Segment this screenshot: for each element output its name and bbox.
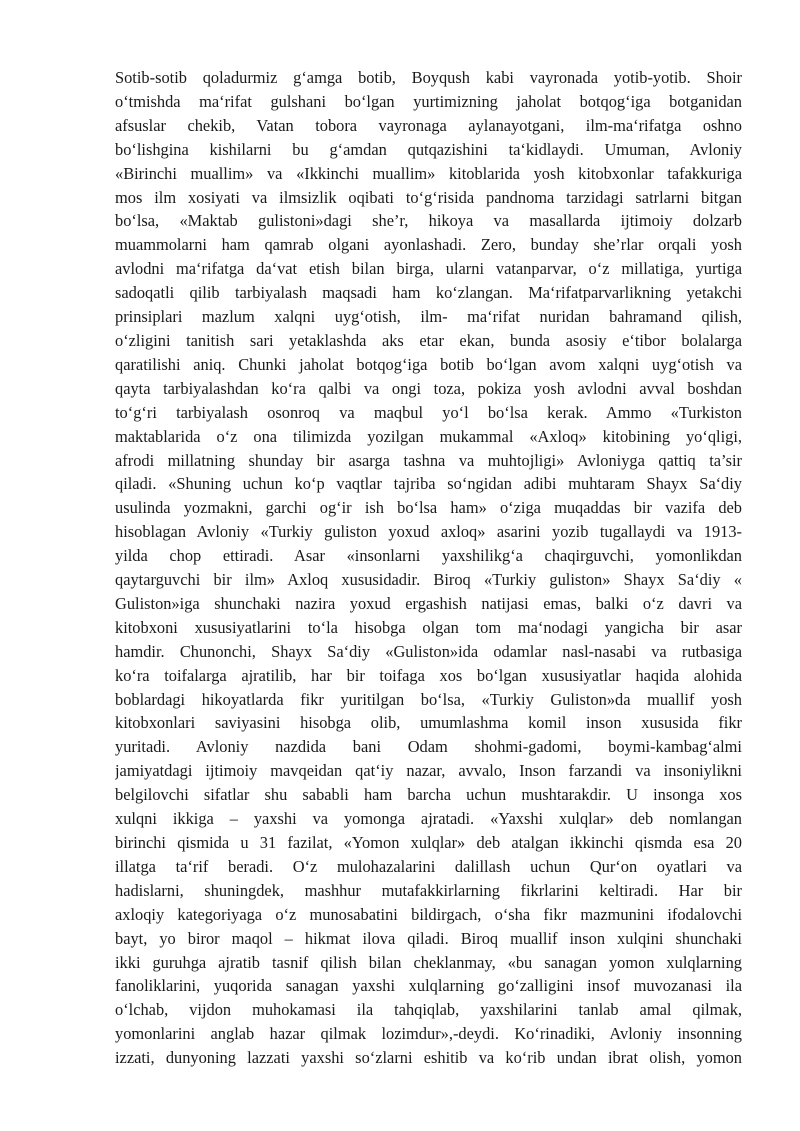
- text-line: hadislarni, shuningdek, mashhur mutafakkirlarning fikrlarini keltiradi. Har bir: [115, 880, 742, 900]
- text-line: hisoblagan Avloniy «Turkiy guliston yoxud axloq» asarini yozib tugallaydi va 1913-: [115, 522, 742, 542]
- document-page: [115, 66, 742, 1070]
- text-line: o‘tmishda ma‘rifat gulshani bo‘lgan yurtimizning jaholat botqog‘iga botganidan: [115, 91, 742, 111]
- text-line: belgilovchi sifatlar shu sababli ham barcha uchun mushtarakdir. U insonga xos: [115, 785, 742, 805]
- text-line: avlodni ma‘rifatga da‘vat etish bilan birga, ularni vatanparvar, o‘z millatiga, yurtiga: [115, 259, 742, 279]
- body-paragraph: [115, 66, 742, 1070]
- text-line: kitobxonlari saviyasini hisobga olib, umumlashma komil inson xususida fikr: [115, 713, 742, 733]
- text-line: yuritadi. Avloniy nazdida bani Odam shohmi-gadomi, boymi-kambag‘almi: [115, 737, 742, 757]
- text-line: qaratilishi aniq. Chunki jaholat botqog‘iga botib bo‘lgan avom xalqni uyg‘otish va: [115, 354, 742, 374]
- text-line: qaytarguvchi bir ilm» Axloq xususidadir. Biroq «Turkiy guliston» Shayx Sa‘diy «: [115, 570, 742, 590]
- text-line: mos ilm xosiyati va ilmsizlik oqibati to‘g‘risida pandnoma tarzidagi satrlarni bitgan: [115, 187, 742, 207]
- text-line: yomonlarini anglab hazar qilmak lozimdur»,-deydi. Ko‘rinadiki, Avloniy insonning: [115, 1024, 742, 1044]
- text-line: bo‘lishgina kishilarni bu g‘amdan qutqazishini ta‘kidlaydi. Umuman, Avloniy: [115, 139, 742, 159]
- text-line: ikki guruhga ajratib tasnif qilish bilan cheklanmay, «bu sanagan yomon xulqlarning: [115, 952, 742, 972]
- text-line: muammolarni ham qamrab olgani ayonlashadi. Zero, bunday she’rlar orqali yosh: [115, 235, 742, 255]
- text-line: illatga ta‘rif beradi. O‘z mulohazalarini dalillash uchun Qur‘on oyatlari va: [115, 856, 742, 876]
- text-line: usulinda yozmakni, garchi og‘ir ish bo‘lsa ham» o‘ziga muqaddas bir vazifa deb: [115, 498, 742, 518]
- text-line: bayt, yo biror maqol – hikmat ilova qiladi. Biroq muallif inson xulqini shunchaki: [115, 928, 742, 948]
- text-line: to‘g‘ri tarbiyalash osonroq va maqbul yo‘l bo‘lsa kerak. Ammo «Turkiston: [115, 402, 742, 422]
- text-line: ko‘ra toifalarga ajratilib, har bir toifaga xos bo‘lgan xususiyatlar haqida alohida: [115, 665, 742, 685]
- text-line: maktablarida o‘z ona tilimizda yozilgan mukammal «Axloq» kitobining yo‘qligi,: [115, 426, 742, 446]
- text-line: «Birinchi muallim» va «Ikkinchi muallim» kitoblarida yosh kitobxonlar tafakkuriga: [115, 163, 742, 183]
- text-line: izzati, dunyoning lazzati yaxshi so‘zlarni eshitib va ko‘rib undan ibrat olish, yomon: [115, 1048, 742, 1068]
- text-line: o‘lchab, vijdon muhokamasi ila tahqiqlab, yaxshilarini tanlab amal qilmak,: [115, 1000, 742, 1020]
- text-line: afsuslar chekib, Vatan tobora vayronaga aylanayotgani, ilm-ma‘rifatga oshno: [115, 115, 742, 135]
- text-line: fanoliklarini, yuqorida sanagan yaxshi xulqlarning go‘zalligini insof muvozanasi ila: [115, 976, 742, 996]
- text-line: bo‘lsa, «Maktab gulistoni»dagi she’r, hikoya va masallarda ijtimoiy dolzarb: [115, 211, 742, 231]
- text-line: birinchi qismida u 31 fazilat, «Yomon xulqlar» deb atalgan ikkinchi qismda esa 20: [115, 833, 742, 852]
- text-line: qiladi. «Shuning uchun ko‘p vaqtlar tajriba so‘ngidan adibi muhtaram Shayx Sa‘diy: [115, 474, 742, 494]
- text-line: Guliston»iga shunchaki nazira yoxud ergashish natijasi emas, balki o‘z davri va: [115, 593, 742, 613]
- text-line: afrodi millatning shunday bir asarga tashna va muhtojligi» Avloniyga qattiq ta’sir: [115, 450, 742, 470]
- text-line: boblardagi hikoyatlarda fikr yuritilgan bo‘lsa, «Turkiy Guliston»da muallif yosh: [115, 689, 742, 709]
- text-line: Sotib-sotib qoladurmiz g‘amga botib, Boyqush kabi vayronada yotib-yotib. Shoir: [115, 68, 742, 87]
- text-line: o‘zligini tanitish sari yetaklashda aks etar ekan, bunda asosiy e‘tibor bolalarga: [115, 330, 742, 350]
- text-line: xulqni ikkiga – yaxshi va yomonga ajratadi. «Yaxshi xulqlar» deb nomlangan: [115, 809, 742, 829]
- text-line: kitobxoni xususiyatlarini to‘la hisobga olgan tom ma‘nodagi yangicha bir asar: [115, 617, 742, 637]
- text-line: jamiyatdagi ijtimoiy mavqeidan qat‘iy nazar, avvalo, Inson farzandi va insoniylikni: [115, 761, 742, 781]
- text-line: qayta tarbiyalashdan ko‘ra qalbi va ongi toza, pokiza yosh avlodni avval boshdan: [115, 378, 742, 398]
- text-line: hamdir. Chunonchi, Shayx Sa‘diy «Guliston»ida odamlar nasl-nasabi va rutbasiga: [115, 641, 742, 661]
- text-line: sadoqatli qilib tarbiyalash maqsadi ham ko‘zlangan. Ma‘rifatparvarlikning yetakchi: [115, 283, 742, 303]
- text-line: prinsiplari mazlum xalqni uyg‘otish, ilm- ma‘rifat nuridan bahramand qilish,: [115, 307, 742, 327]
- text-line: axloqiy kategoriyaga o‘z munosabatini bildirgach, o‘sha fikr mazmunini ifodalovchi: [115, 904, 742, 924]
- text-line: yilda chop ettiradi. Asar «insonlarni yaxshilikg‘a chaqirguvchi, yomonlikdan: [115, 546, 742, 566]
